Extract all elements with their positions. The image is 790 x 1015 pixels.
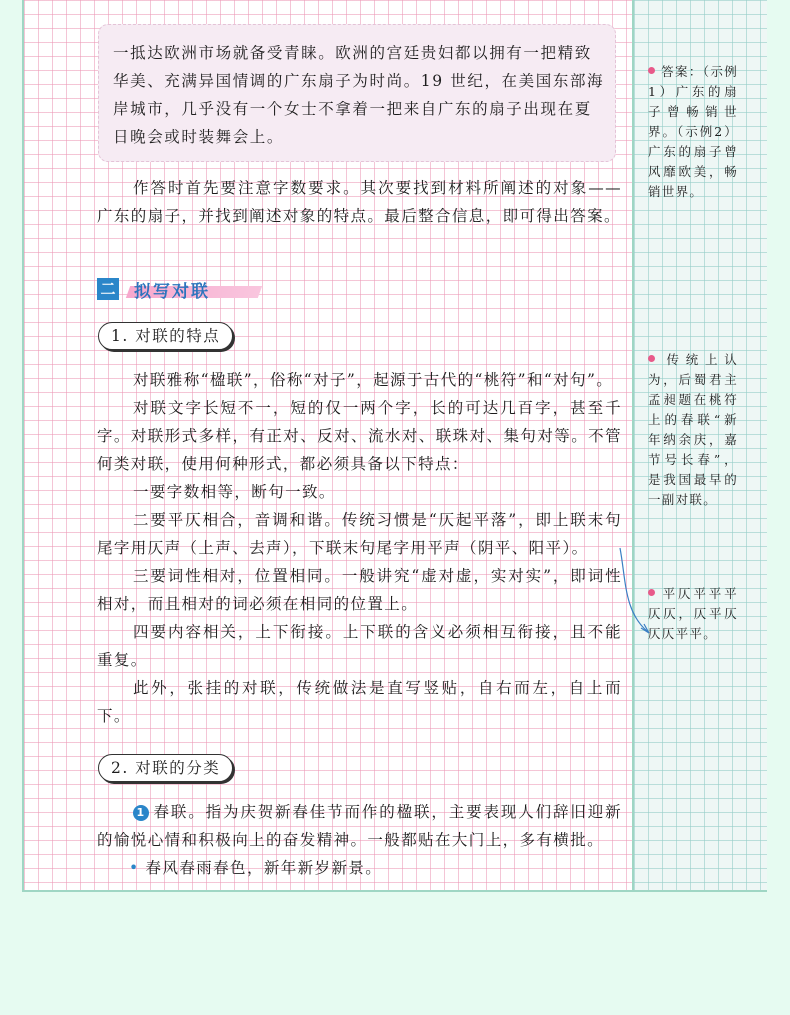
paragraph: 对联雅称“楹联”，俗称“对子”，起源于古代的“桃符”和“对句”。: [133, 371, 614, 389]
paragraph: 三要词性相对，位置相同。一般讲究“虚对虚，实对实”，即词性相对，而且相对的词必须在相同的位置上。: [97, 567, 622, 613]
subsection-1-body: [97, 366, 622, 730]
note-bullet-icon: [648, 67, 655, 74]
material-quote-box: [98, 24, 616, 162]
margin-note-history: [648, 350, 738, 510]
material-quote-text: 一抵达欧洲市场就备受青睐。欧洲的宫廷贵妇都以拥有一把精致华美、充满异国情调的广东扇子为时尚。19 世纪，在美国东部海岸城市，几乎没有一个女士不拿着一把来自广东的扇子出现在夏日晚会或时装舞会上。: [113, 44, 605, 146]
paragraph: 对联文字长短不一，短的仅一两个字，长的可达几百字，甚至千字。对联形式多样，有正对、反对、流水对、联珠对、集句对等。不管何类对联，使用何种形式，都必须具备以下特点：: [97, 399, 622, 473]
margin-note-answer: [648, 62, 738, 202]
item-number-badge: 1: [133, 805, 149, 821]
textbook-page: [22, 0, 767, 892]
example-text: 春风春雨春色，新年新岁新景。: [145, 859, 383, 877]
note-bullet-icon: [648, 355, 655, 362]
margin-note-text: 平仄平平平仄仄，仄平仄仄仄平平。: [648, 586, 738, 641]
section-number: 二: [97, 278, 119, 300]
intro-paragraph: 作答时首先要注意字数要求。其次要找到材料所阐述的对象——广东的扇子，并找到阐述对象的特点。最后整合信息，即可得出答案。: [97, 179, 622, 225]
note-bullet-icon: [648, 589, 655, 596]
spring-couplet-text: 春联。指为庆贺新春佳节而作的楹联，主要表现人们辞旧迎新的愉悦心情和积极向上的奋发精神。一般都贴在大门上，多有横批。: [97, 803, 622, 849]
example-line: [129, 854, 609, 882]
bullet-icon: •: [129, 859, 140, 877]
paragraph: 四要内容相关，上下衔接。上下联的含义必须相互衔接，且不能重复。: [97, 623, 622, 669]
subsection-title-1: 1. 对联的特点: [98, 322, 233, 350]
paragraph: 二要平仄相合，音调和谐。传统习惯是“仄起平落”，即上联末句尾字用仄声（上声、去声），下联末句尾字用平声（阴平、阳平）。: [97, 511, 622, 557]
section-title: 拟写对联: [134, 282, 210, 302]
subsection-title-2: 2. 对联的分类: [98, 754, 233, 782]
margin-note-tones: [648, 584, 738, 644]
spring-couplet-paragraph: [97, 798, 622, 854]
margin-notes-column: [632, 0, 767, 890]
margin-note-text: 传统上认为，后蜀君主孟昶题在桃符上的春联“新年纳余庆，嘉节号长春”，是我国最早的一副对联。: [648, 352, 738, 507]
paragraph: 此外，张挂的对联，传统做法是直写竖贴，自右而左，自上而下。: [97, 679, 622, 725]
main-column: [24, 0, 632, 890]
margin-note-text: 答案：（示例1）广东的扇子曾畅销世界。（示例2）广东的扇子曾风靡欧美，畅销世界。: [648, 64, 738, 199]
paragraph: 一要字数相等，断句一致。: [133, 483, 336, 501]
